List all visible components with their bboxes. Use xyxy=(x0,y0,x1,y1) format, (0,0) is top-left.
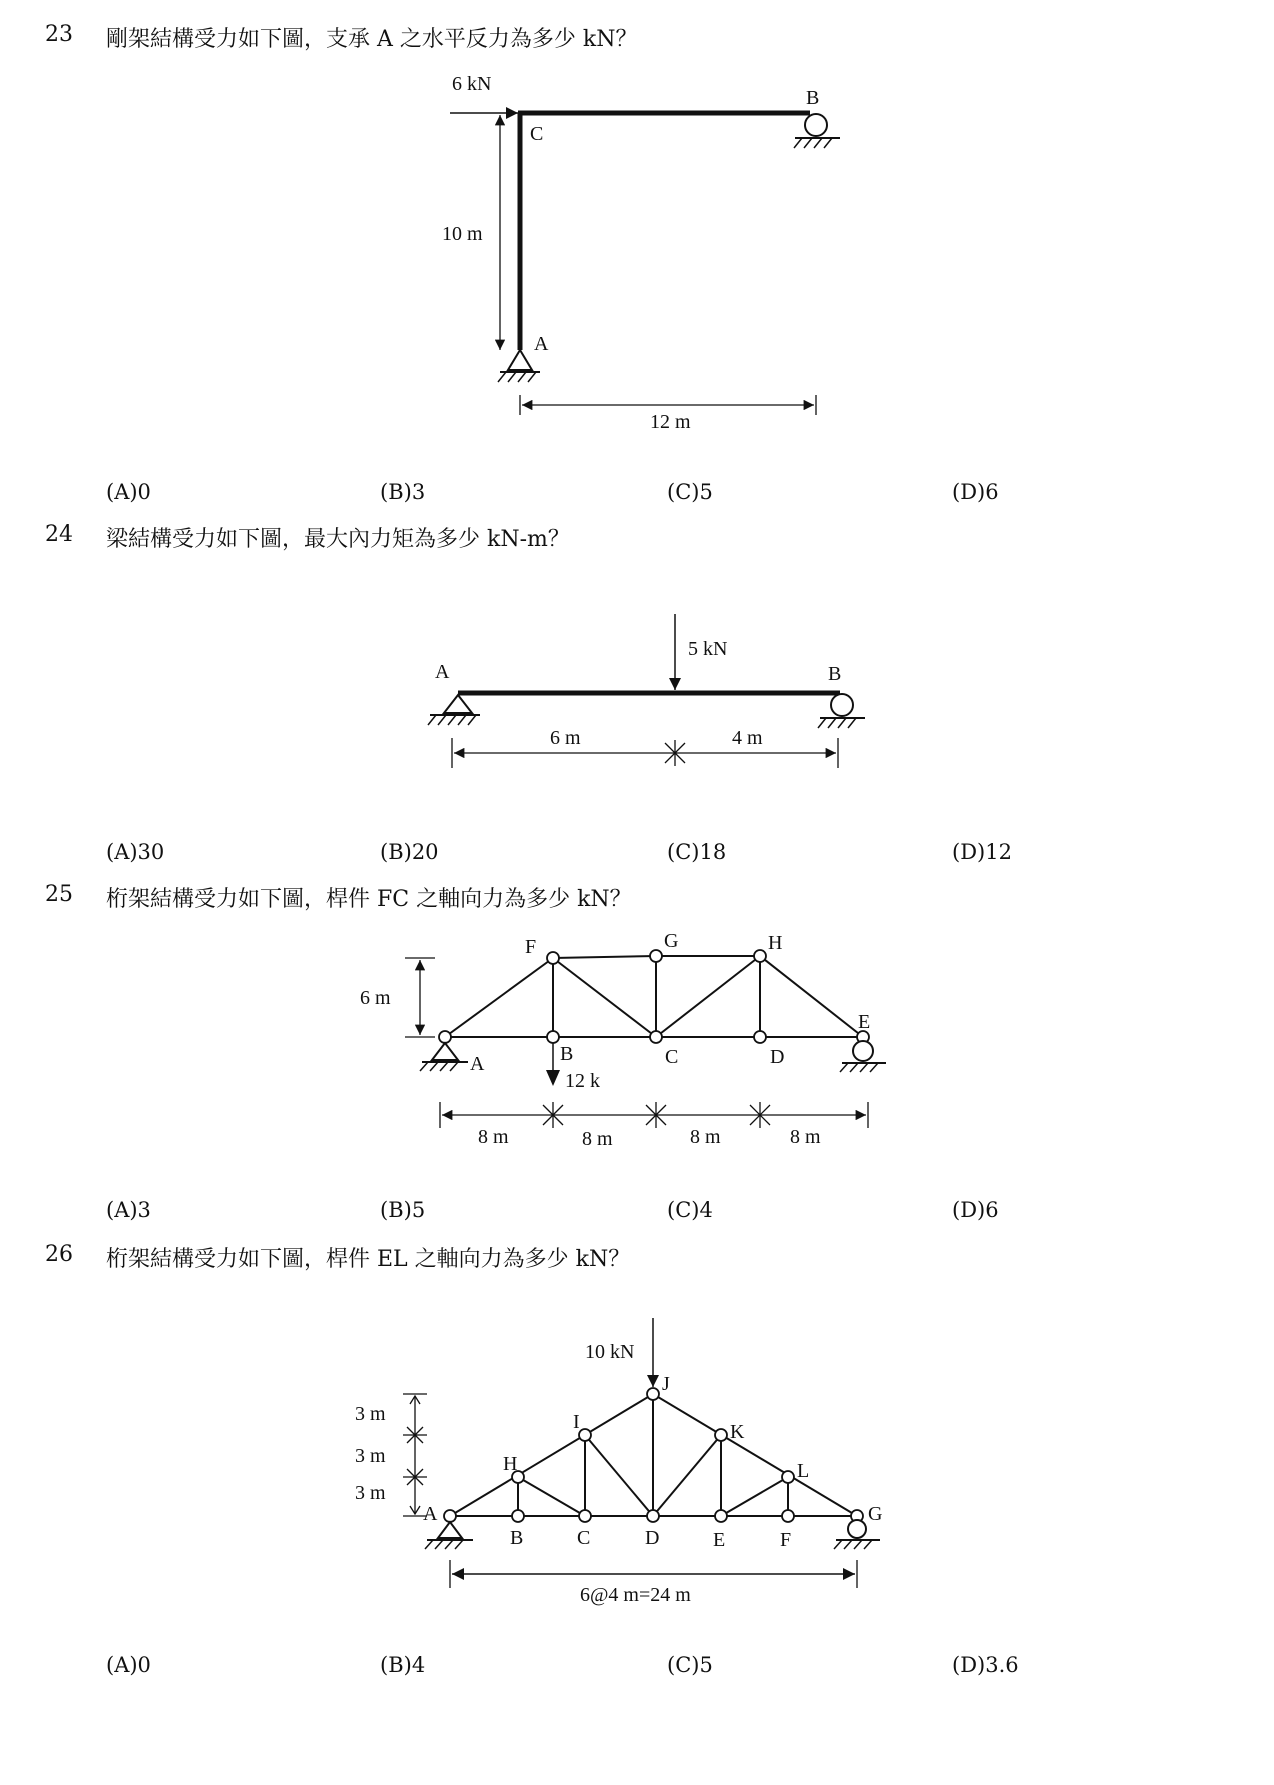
option-a: (A)3 xyxy=(106,1198,151,1222)
panel-label-4: 8 m xyxy=(790,1126,821,1148)
node-label-l: L xyxy=(797,1460,810,1482)
left-span-label: 6 m xyxy=(550,727,581,749)
question-number: 23 xyxy=(45,22,73,47)
option-a: (A)0 xyxy=(106,1653,151,1677)
height-label-2: 3 m xyxy=(355,1445,386,1467)
node-label-j: J xyxy=(662,1373,670,1395)
question-number: 26 xyxy=(45,1242,73,1267)
joint-f xyxy=(782,1510,794,1522)
joint-b xyxy=(547,1031,559,1043)
joint-c xyxy=(579,1510,591,1522)
node-label-b: B xyxy=(828,663,842,685)
load-arrow xyxy=(546,1070,560,1086)
truss-members xyxy=(445,956,863,1037)
height-label: 6 m xyxy=(360,987,391,1009)
roller-support-g xyxy=(848,1520,866,1538)
roller-support-b xyxy=(805,114,827,136)
question-text: 剛架結構受力如下圖，支承 A 之水平反力為多少 kN？ xyxy=(106,27,638,52)
joint-j xyxy=(647,1388,659,1400)
beam-figure xyxy=(410,610,870,790)
pin-support-a xyxy=(438,1522,462,1538)
question-text: 桁架結構受力如下圖，桿件 EL 之軸向力為多少 kN？ xyxy=(106,1247,631,1272)
joint-d xyxy=(754,1031,766,1043)
pin-support-a xyxy=(432,1043,458,1060)
height-label: 10 m xyxy=(442,223,483,245)
option-d: (D)3.6 xyxy=(952,1653,1019,1677)
node-label-a: A xyxy=(534,333,549,355)
node-label-b: B xyxy=(806,87,820,109)
node-label-i: I xyxy=(573,1411,580,1433)
height-label-3: 3 m xyxy=(355,1482,386,1504)
node-label-f: F xyxy=(780,1529,792,1551)
option-c: (C)5 xyxy=(667,480,713,504)
span-label: 12 m xyxy=(650,411,691,430)
load-label: 10 kN xyxy=(585,1341,635,1363)
panel-label-2: 8 m xyxy=(582,1128,613,1150)
question-number: 24 xyxy=(45,522,73,547)
option-c: (C)5 xyxy=(667,1653,713,1677)
node-label-c: C xyxy=(530,123,544,145)
option-c: (C)4 xyxy=(667,1198,713,1222)
height-label-1: 3 m xyxy=(355,1403,386,1425)
roller-support-b xyxy=(831,694,853,716)
option-a: (A)0 xyxy=(106,480,151,504)
joint-l xyxy=(782,1471,794,1483)
option-a: (A)30 xyxy=(106,840,165,864)
question-text: 梁結構受力如下圖，最大內力矩為多少 kN-m？ xyxy=(106,527,570,552)
node-label-a: A xyxy=(470,1053,485,1075)
node-label-b: B xyxy=(510,1527,524,1549)
option-b: (B)3 xyxy=(380,480,426,504)
panel-label-1: 8 m xyxy=(478,1126,509,1148)
joint-a xyxy=(444,1510,456,1522)
load-label: 5 kN xyxy=(688,638,728,660)
pin-support-a xyxy=(508,350,532,370)
joint-b xyxy=(512,1510,524,1522)
joint-h xyxy=(754,950,766,962)
joint-e xyxy=(715,1510,727,1522)
right-span-label: 4 m xyxy=(732,727,763,749)
node-label-h: H xyxy=(503,1453,518,1475)
node-label-g: G xyxy=(664,930,679,952)
joint-c xyxy=(650,1031,662,1043)
roller-support-e xyxy=(853,1041,873,1061)
option-d: (D)12 xyxy=(952,840,1012,864)
option-b: (B)4 xyxy=(380,1653,426,1677)
question-text: 桁架結構受力如下圖，桿件 FC 之軸向力為多少 kN？ xyxy=(106,887,632,912)
joint-i xyxy=(579,1429,591,1441)
joint-a xyxy=(439,1031,451,1043)
joint-g xyxy=(650,950,662,962)
option-d: (D)6 xyxy=(952,1198,999,1222)
truss-figure-25 xyxy=(360,930,900,1160)
joint-f xyxy=(547,952,559,964)
option-b: (B)20 xyxy=(380,840,439,864)
rigid-frame-figure xyxy=(420,60,860,430)
load-label: 6 kN xyxy=(452,73,492,95)
truss-figure-26 xyxy=(355,1310,915,1610)
option-d: (D)6 xyxy=(952,480,999,504)
node-label-f: F xyxy=(525,936,537,958)
node-label-a: A xyxy=(435,661,450,683)
node-label-d: D xyxy=(645,1527,660,1549)
option-b: (B)5 xyxy=(380,1198,426,1222)
question-number: 25 xyxy=(45,882,73,907)
joint-d xyxy=(647,1510,659,1522)
node-label-c: C xyxy=(665,1046,679,1068)
load-label: 12 k xyxy=(565,1070,600,1092)
node-label-g: G xyxy=(868,1503,883,1525)
option-c: (C)18 xyxy=(667,840,727,864)
node-label-c: C xyxy=(577,1527,591,1549)
node-label-b: B xyxy=(560,1043,574,1065)
node-label-k: K xyxy=(730,1421,745,1443)
node-label-e: E xyxy=(858,1011,871,1033)
pin-support-a xyxy=(444,695,472,713)
node-label-a: A xyxy=(423,1503,438,1525)
node-label-h: H xyxy=(768,932,783,954)
node-label-d: D xyxy=(770,1046,785,1068)
node-label-e: E xyxy=(713,1529,726,1551)
span-label: 6@4 m=24 m xyxy=(580,1584,691,1606)
panel-label-3: 8 m xyxy=(690,1126,721,1148)
joint-k xyxy=(715,1429,727,1441)
